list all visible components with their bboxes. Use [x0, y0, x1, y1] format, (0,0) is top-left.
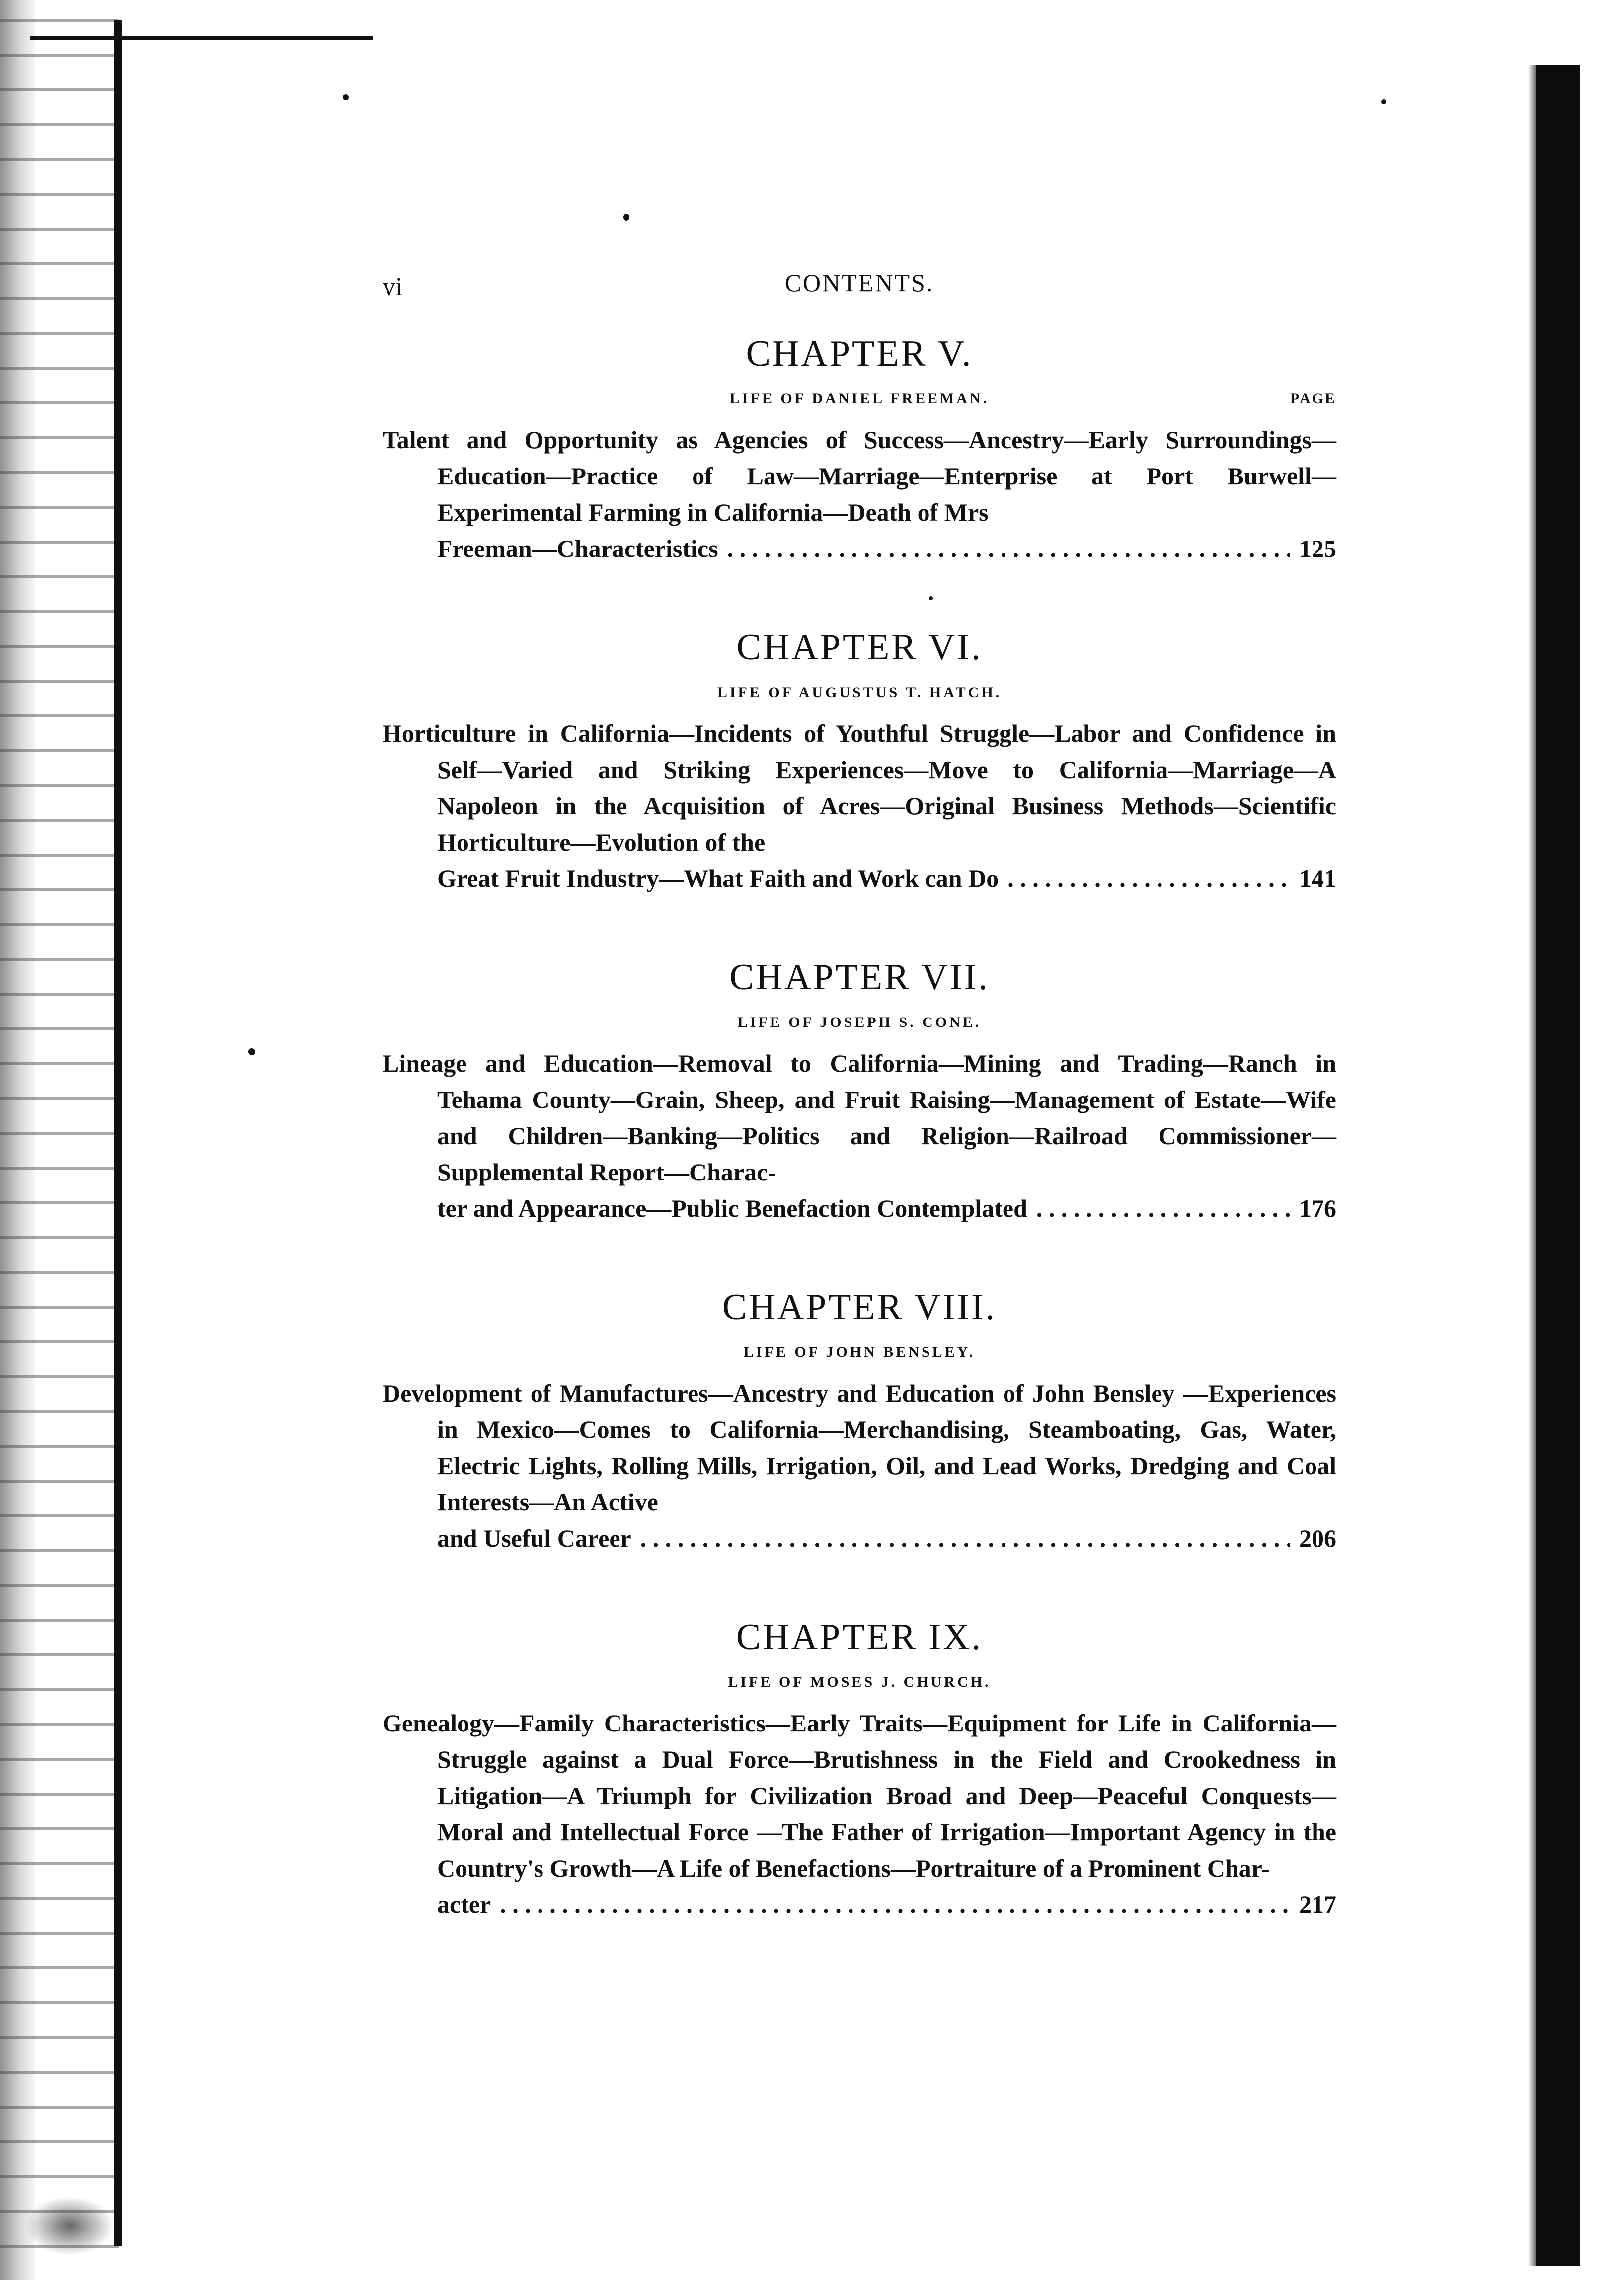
chapter-subject-text: LIFE OF DANIEL FREEMAN.	[729, 391, 990, 407]
scan-speck	[343, 94, 349, 100]
chapter-summary: Lineage and Education—Removal to California—Mining and Trading—Ranch in Tehama County—Grain, Sheep, and Fruit Raising—Management of Estate—Wife and Children—Banking—Politics and Religion—Railroad Commissioner—Supplemental Report—Charac-	[383, 1049, 1336, 1186]
chapter-subject	[383, 388, 1336, 410]
dot-leader	[727, 531, 1290, 567]
chapter-heading: CHAPTER V.	[746, 333, 973, 374]
toc-line[interactable]	[383, 1520, 1336, 1557]
chapter-summary: Development of Manufactures—Ancestry and Education of John Bensley —Experiences in Mexico—Comes to California—Merchandising, Steamboating, Gas, Water, Electric Lights, Rolling Mills, Irrigation, Oil, and Lead Works, Dredging and Coal Interests—An Active	[383, 1379, 1336, 1516]
toc-line[interactable]	[383, 861, 1336, 897]
page-number: 217	[1299, 1890, 1336, 1919]
toc-line-text: ter and Appearance—Public Benefaction Contemplated	[437, 1194, 1027, 1223]
toc-line-text: and Useful Career	[437, 1524, 631, 1553]
chapter-subject-text: LIFE OF AUGUSTUS T. HATCH.	[717, 684, 1002, 701]
dot-leader	[500, 1887, 1290, 1923]
chapter-heading: CHAPTER VII.	[729, 957, 990, 998]
page-column-label: PAGE	[1290, 391, 1336, 407]
toc-line-text: Great Fruit Industry—What Faith and Work can Do	[437, 865, 999, 893]
chapter-entry	[383, 333, 1336, 567]
chapter-entry	[383, 627, 1336, 897]
page-folio: vi	[383, 273, 403, 301]
scan-top-rule	[30, 36, 373, 40]
chapter-summary: Genealogy—Family Characteristics—Early Traits—Equipment for Life in California—Struggle against a Dual Force—Brutishness in the Field and Crookedness in Litigation—A Triumph for Civilization Broad and Deep—Peaceful Conquests—Moral and Intellectual Force —The Father of Irrigation—Important Agency in the Country's Growth—A Life of Benefactions—Portraiture of a Prominent Char-	[383, 1709, 1336, 1883]
toc-line-text: acter	[437, 1890, 491, 1919]
toc-line[interactable]	[383, 531, 1336, 567]
chapter-heading: CHAPTER VI.	[736, 627, 983, 668]
scan-gutter-rule	[114, 20, 122, 2246]
chapter-subject	[383, 1012, 1336, 1033]
page-number: 176	[1299, 1194, 1336, 1223]
chapter-entry	[383, 1286, 1336, 1557]
toc-line[interactable]	[383, 1887, 1336, 1923]
scan-left-margin-noise	[0, 0, 119, 2280]
page-number: 206	[1299, 1524, 1336, 1553]
chapter-summary: Talent and Opportunity as Agencies of Success—Ancestry—Early Surroundings— Education—Practice of Law—Marriage—Enterprise at Port Burwell—Experimental Farming in California—Death of Mrs	[383, 426, 1336, 527]
chapter-summary: Horticulture in California—Incidents of Youthful Struggle—Labor and Confidence in Self—Varied and Striking Experiences—Move to California—Marriage—A Napoleon in the Acquisition of Acres—Original Business Methods—Scientific Horticulture—Evolution of the	[383, 719, 1336, 857]
chapter-subject	[383, 682, 1336, 704]
scan-right-edge-bar	[1536, 65, 1580, 2266]
chapter-heading: CHAPTER VIII.	[722, 1287, 997, 1328]
running-head	[383, 268, 1336, 313]
running-head-title: CONTENTS.	[784, 269, 934, 297]
chapter-subject-text: LIFE OF JOHN BENSLEY.	[743, 1344, 976, 1361]
chapter-subject	[383, 1341, 1336, 1363]
scan-speck	[1381, 99, 1386, 104]
chapter-subject-text: LIFE OF JOSEPH S. CONE.	[737, 1014, 982, 1031]
toc-line-text: Freeman—Characteristics	[437, 535, 718, 563]
scan-bottom-smudge	[25, 2196, 114, 2256]
scan-speck	[623, 214, 629, 221]
contents-page	[383, 268, 1336, 1982]
chapter-entry	[383, 956, 1336, 1227]
chapter-subject	[383, 1671, 1336, 1693]
dot-leader	[1036, 1190, 1290, 1227]
dot-leader	[1007, 861, 1290, 897]
page-number: 141	[1299, 865, 1336, 893]
chapter-subject-text: LIFE OF MOSES J. CHURCH.	[728, 1674, 991, 1691]
chapter-heading: CHAPTER IX.	[736, 1617, 983, 1658]
page-number: 125	[1299, 535, 1336, 563]
scan-speck	[248, 1048, 255, 1055]
toc-line[interactable]	[383, 1190, 1336, 1227]
dot-leader	[640, 1520, 1290, 1557]
chapter-entry	[383, 1616, 1336, 1923]
